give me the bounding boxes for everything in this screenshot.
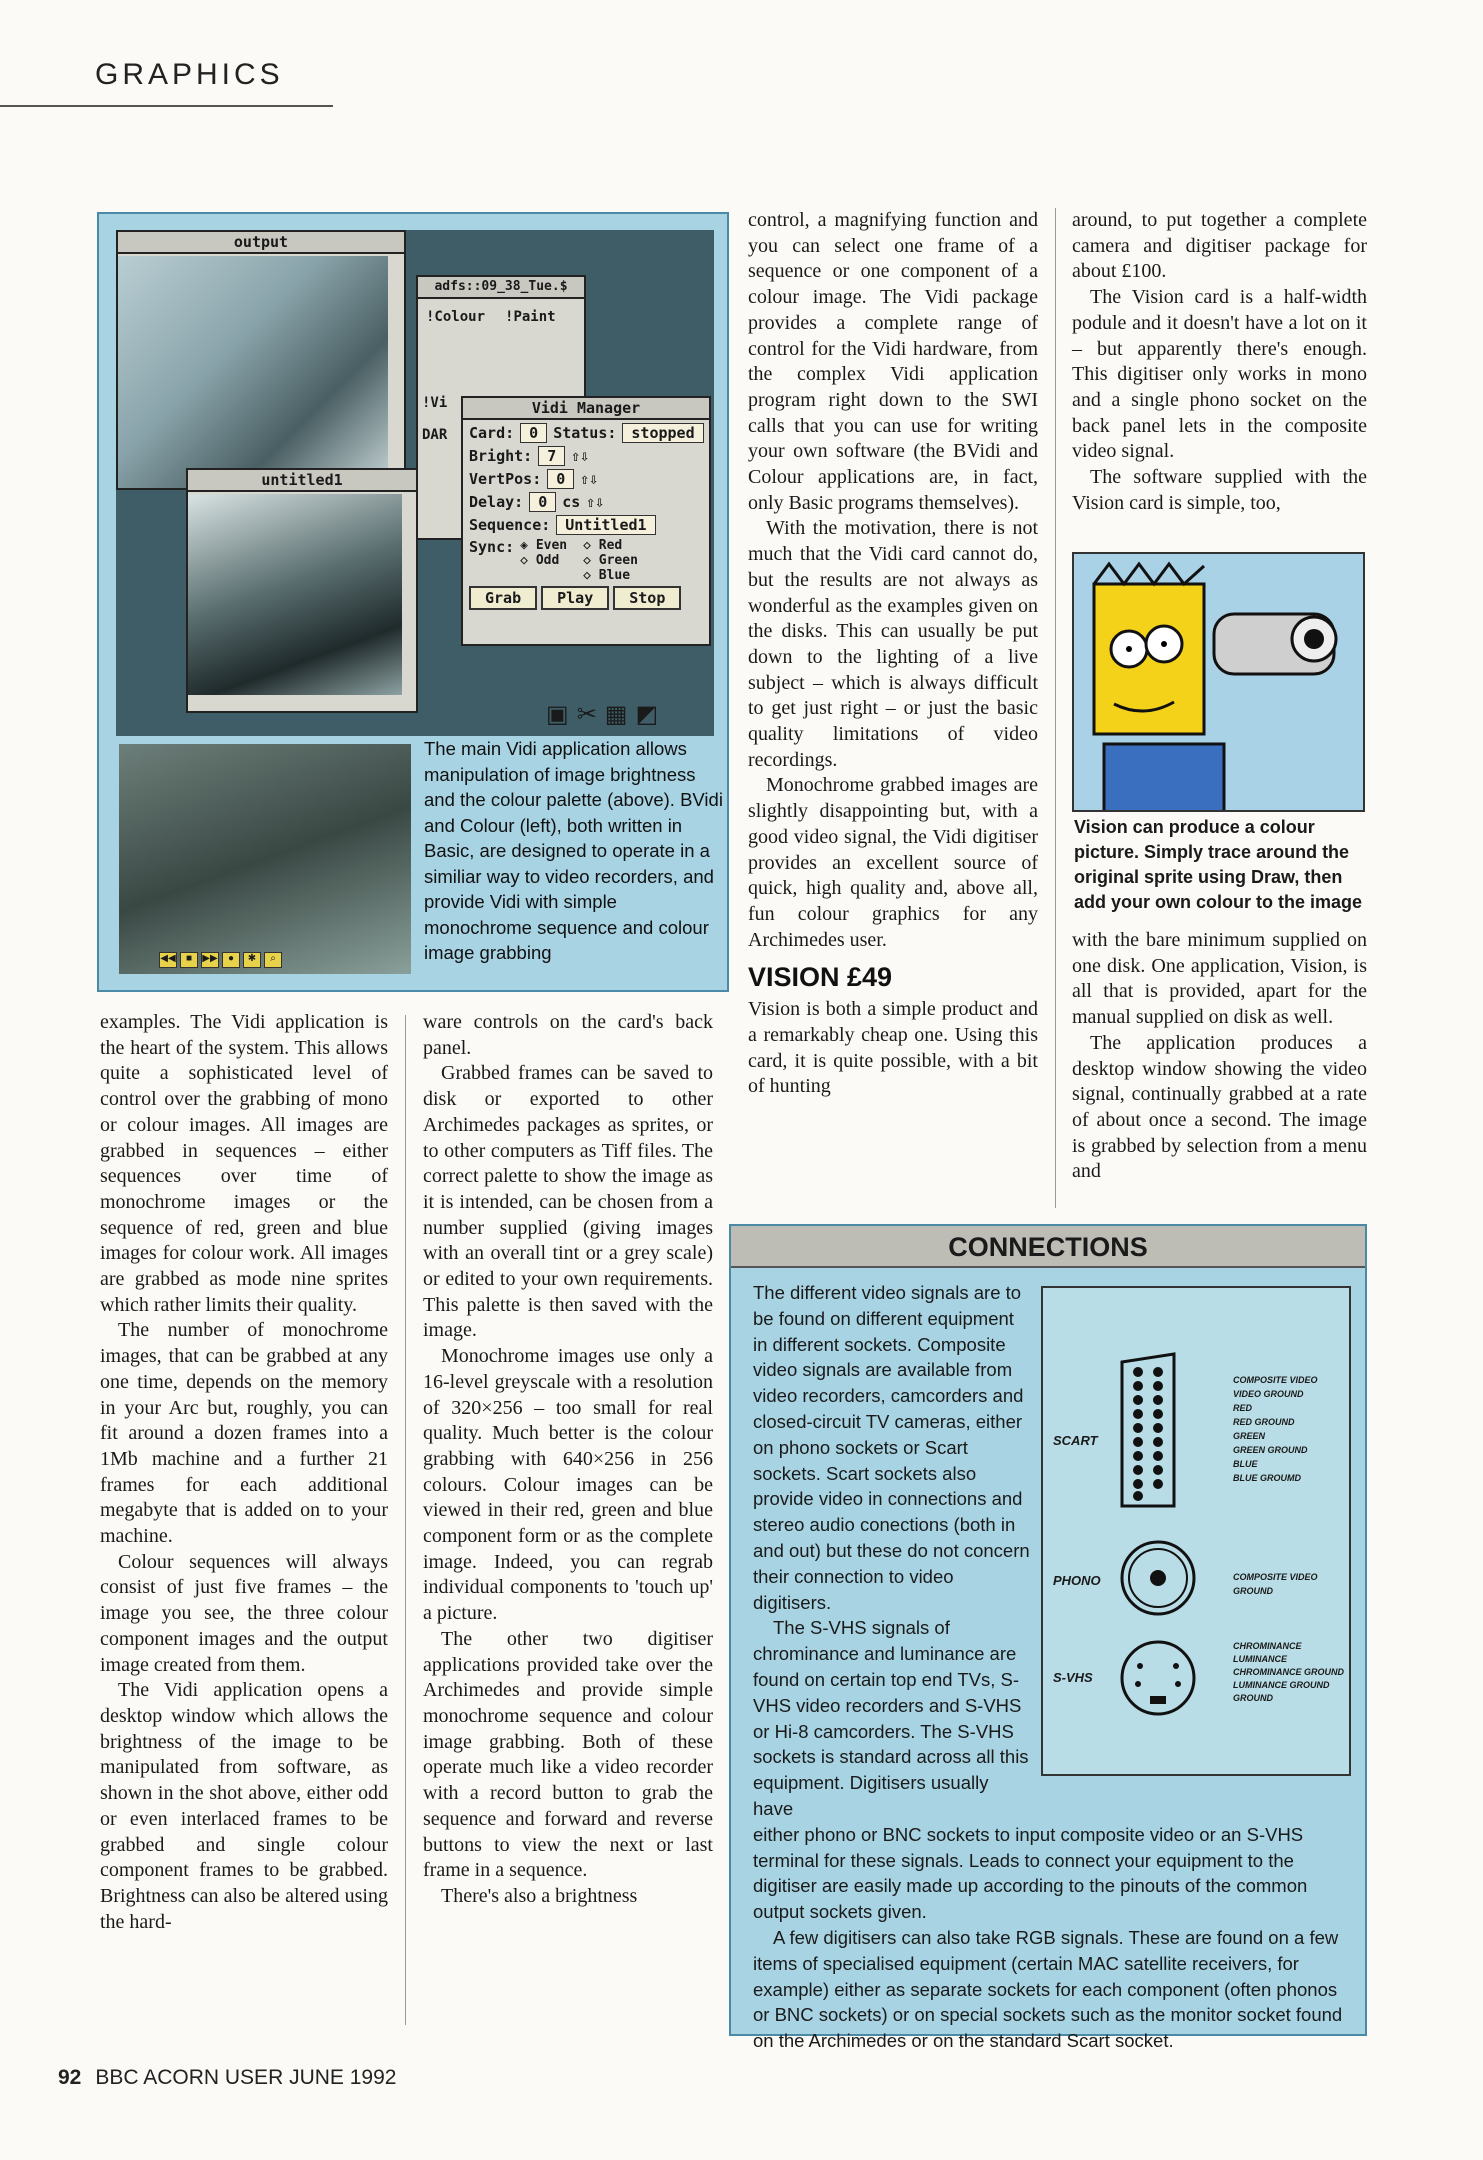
card-label: Card: — [469, 424, 515, 442]
rewind-icon[interactable]: ◀◀ — [159, 952, 177, 968]
vertpos-field[interactable]: 0 — [547, 469, 574, 489]
window-title: Vidi Manager — [463, 398, 709, 420]
phono-label: PHONO — [1053, 1573, 1101, 1588]
stop-icon[interactable]: ■ — [180, 952, 198, 968]
header-rule — [0, 105, 333, 107]
flowers-image — [118, 256, 388, 488]
red-radio[interactable]: ◇ Red — [583, 538, 623, 553]
status-label: Status: — [553, 424, 617, 442]
paragraph: The S-VHS signals of chrominance and luminance are found on certain top end TVs, S-VHS video recorders and S-VHS or Hi-8 camcorders. The S-VHS sockets is standard across all this equipment. Digitisers usually have — [753, 1617, 1029, 1819]
bright-label: Bright: — [469, 447, 533, 465]
phono-pin-list: COMPOSITE VIDEO GROUND — [1233, 1572, 1318, 1596]
zoom-icon[interactable]: ⌕ — [264, 952, 282, 968]
window-title: untitled1 — [188, 470, 416, 492]
blue-radio[interactable]: ◇ Blue — [583, 568, 631, 583]
paragraph: The other two digitiser applications provided take over the Archimedes and provide simple monochrome sequence and colour image grabbing. Both of these operate much like a video recorder with a record button to grab the sequence and forward and reverse buttons to view the next or last frame in a sequence. — [423, 1627, 713, 1882]
delay-unit: cs — [562, 493, 581, 511]
paragraph: around, to put together a complete camera and digitiser package for about £100. — [1072, 209, 1367, 283]
delay-arrows-icon[interactable]: ⇧⇩ — [586, 493, 605, 511]
paragraph: either phono or BNC sockets to input composite video or an S-VHS terminal for these signals. Leads to connect your equipment to the digitiser are easily made up according to the pinouts of the common output sockets given. — [753, 1823, 1308, 1923]
svhs-socket-icon — [1118, 1638, 1198, 1718]
bart-cartoon-image — [1072, 552, 1365, 812]
vidi-manager-window — [461, 396, 711, 646]
window-title: adfs::09_38_Tue.$ — [418, 277, 584, 299]
scissors-icon[interactable]: ✂ — [576, 702, 597, 728]
column-3 — [748, 208, 1038, 1100]
magazine-issue: BBC ACORN USER JUNE 1992 — [95, 2066, 397, 2089]
connections-title: CONNECTIONS — [731, 1226, 1365, 1268]
untitled-window — [186, 468, 418, 713]
column-4-continued — [1072, 928, 1367, 1185]
status-field: stopped — [622, 423, 703, 443]
green-radio[interactable]: ◇ Green — [583, 553, 638, 568]
play-button[interactable]: Play — [541, 586, 609, 610]
paragraph: control, a magnifying function and you can select one frame of a sequence or one component of a colour image. The Vidi package provides a complete range of control for the Vidi hardware, from the complex Vidi application program right down to the SWI calls that you can use for writing your own software (the BVidi and Colour applications are, in fact, only Basic programs themselves). — [748, 209, 1038, 514]
vidi-app-icon[interactable]: !Vi — [422, 395, 448, 411]
paragraph: The application produces a desktop window showing the video signal, continually grabbed at a rate of about once a second. The image is grabbed by selection from a menu and — [1072, 1031, 1367, 1183]
vertpos-label: VertPos: — [469, 470, 542, 488]
paragraph: The Vidi application opens a desktop window which allows the brightness of the image to be manipulated from software, as shown in the shot above, either odd or even interlaced frames to be grabbed and single colour component frames to be grabbed. Brightness can also be altered using the hard- — [100, 1679, 388, 1933]
vidi-iconbar-icon[interactable]: ▣ — [546, 702, 569, 728]
iconbar — [546, 700, 658, 729]
motorbike-image — [188, 494, 402, 695]
paragraph: ware controls on the card's back panel. — [423, 1011, 713, 1059]
vertpos-arrows-icon[interactable]: ⇧⇩ — [580, 470, 599, 488]
paragraph: There's also a brightness — [441, 1884, 638, 1907]
cartoon-caption: Vision can produce a colour picture. Simply trace around the original sprite using Draw, then add your own colour to the image — [1074, 817, 1363, 912]
paragraph: examples. The Vidi application is the heart of the system. This allows quite a sophisticated level of control over the grabbing of mono or colour images. All images are grabbed in sequences – either sequences over time of monochrome images or the sequence of red, green and blue images for colour work. All images are grabbed as mode nine sprites which rather limits their quality. — [100, 1011, 388, 1316]
window-title: output — [118, 232, 404, 254]
svhs-pin-list: CHROMINANCE LUMINANCE CHROMINANCE GROUND LUMINANCE GROUND GROUND — [1233, 1641, 1344, 1703]
paragraph: The different video signals are to be found on different equipment in different sockets. Composite video signals are available from video recorders, camcorders and closed-circuit TV cameras, either on phono sockets or Scart sockets. Scart sockets also provide video in connections and stereo audio conections (both in and out) but these do not concern their connection to video digitisers. — [753, 1282, 1030, 1613]
column-2 — [423, 1010, 713, 1910]
colour-app-photo — [119, 744, 411, 974]
record-icon[interactable]: ● — [222, 952, 240, 968]
grab-button[interactable]: Grab — [469, 586, 537, 610]
delay-label: Delay: — [469, 493, 524, 511]
figure-caption: The main Vidi application allows manipulation of image brightness and the colour palette (above). BVidi and Colour (left), both written in Basic, are designed to operate in a similiar way to video recorders, and provide Vidi with simple monochrome sequence and colour image grabbing — [424, 738, 723, 963]
sequence-field[interactable]: Untitled1 — [556, 515, 655, 535]
column-rule — [1055, 208, 1056, 1208]
scart-label: SCART — [1053, 1433, 1098, 1448]
draw-icon[interactable]: ◩ — [635, 702, 659, 728]
paragraph: Monochrome grabbed images are slightly disappointing but, with a good video signal, the Vidi digitiser provides an excellent source of quick, high quality and, above all, fun colour graphics for any Archimedes user. — [748, 774, 1038, 951]
paragraph: The Vision card is a half-width podule and it doesn't have a lot on it – but apparently there's enough. This digitiser only works in mono and a single phono socket on the back panel lets in the composite video signal. — [1072, 286, 1367, 463]
connections-box — [729, 1224, 1367, 2052]
paragraph: The software supplied with the Vision card is simple, too, — [1072, 466, 1367, 514]
forward-icon[interactable]: ▶▶ — [201, 952, 219, 968]
colour-icon[interactable]: ✱ — [243, 952, 261, 968]
palette-icon[interactable]: ▦ — [604, 702, 628, 728]
dar-icon[interactable]: DAR — [422, 427, 448, 443]
paragraph: Monochrome images use only a 16-level greyscale with a resolution of 320×256 – too small for real quality. Much better is the colour grabbing with 640×256 in 256 colours. Colour images can be viewed in their red, green and blue component form or as the complete image. Indeed, you can regrab individual components to 'touch up' a picture. — [423, 1345, 713, 1625]
scart-pin-list: COMPOSITE VIDEO VIDEO GROUND RED RED GROUND GREEN GREEN GROUND BLUE BLUE GROUMD — [1233, 1375, 1318, 1483]
delay-field[interactable]: 0 — [529, 492, 556, 512]
sequence-label: Sequence: — [469, 516, 551, 534]
colour-app-icon[interactable]: !Colour — [426, 309, 486, 325]
paint-app-icon[interactable]: !Paint — [505, 309, 556, 325]
bright-arrows-icon[interactable]: ⇧⇩ — [571, 447, 590, 465]
scart-socket-icon — [1118, 1350, 1178, 1510]
page-footer — [58, 2066, 396, 2090]
paragraph: with the bare minimum supplied on one disk. One application, Vision, is all that is provided, apart for the manual supplied on disk as well. — [1072, 929, 1367, 1029]
paragraph: Vision is both a simple product and a remarkably cheap one. Using this card, it is quite possible, with a bit of hunting — [748, 998, 1038, 1098]
paragraph: A few digitisers can also take RGB signals. These are found on a few items of specialised equipment (certain MAC satellite receivers, for example) either as separate sockets for each component (often phonos or BNC sockets) or on special sockets such as the monitor socket found on the Archimedes or on the standard Scart socket. — [753, 1926, 1343, 2052]
paragraph: Grabbed frames can be saved to disk or exported to other Archimedes packages as sprites, or to other computers as Tiff files. The correct palette to show the image as it is intended, can be chosen from a number supplied (giving images with an overall tint or a grey scale) or edited to your own requirements. This palette is then saved with the image. — [423, 1062, 713, 1342]
recorder-toolbar — [159, 952, 282, 968]
paragraph: Colour sequences will always consist of just five frames – the image you see, the three colour component images and the output image created from them. — [100, 1550, 388, 1676]
bright-field[interactable]: 7 — [538, 446, 565, 466]
stop-button[interactable]: Stop — [613, 586, 681, 610]
column-4 — [1072, 208, 1367, 516]
vision-heading: VISION £49 — [748, 962, 893, 993]
paragraph: The number of monochrome images, that can be grabbed at any one time, depends on the memory in your Arc but, roughly, you can fit around a dozen frames into a 1Mb machine and a further 21 frames for each additional megabyte that is added on to your machine. — [100, 1319, 388, 1548]
socket-pinout-diagram — [1041, 1286, 1351, 1776]
column-1 — [100, 1010, 388, 1935]
desktop-screenshot — [116, 230, 714, 736]
paragraph: With the motivation, there is not much that the Vidi card cannot do, but the results are not always as wonderful as the examples given on the disks. This can usually be put down to the lighting of a live subject – which is always difficult to get just right – or just the basic quality limitations of video recordings. — [748, 517, 1038, 771]
screenshot-panel — [97, 212, 729, 992]
output-window — [116, 230, 406, 490]
section-header: GRAPHICS — [95, 58, 284, 91]
sync-label: Sync: — [469, 538, 515, 556]
card-field[interactable]: 0 — [520, 423, 547, 443]
sync-odd-radio[interactable]: ◇ Odd — [520, 553, 560, 568]
svhs-label: S-VHS — [1053, 1670, 1093, 1685]
sync-even-radio[interactable]: ◈ Even — [520, 538, 568, 553]
page-number: 92 — [58, 2066, 82, 2089]
column-rule — [405, 1015, 406, 2025]
phono-socket-icon — [1118, 1538, 1198, 1618]
